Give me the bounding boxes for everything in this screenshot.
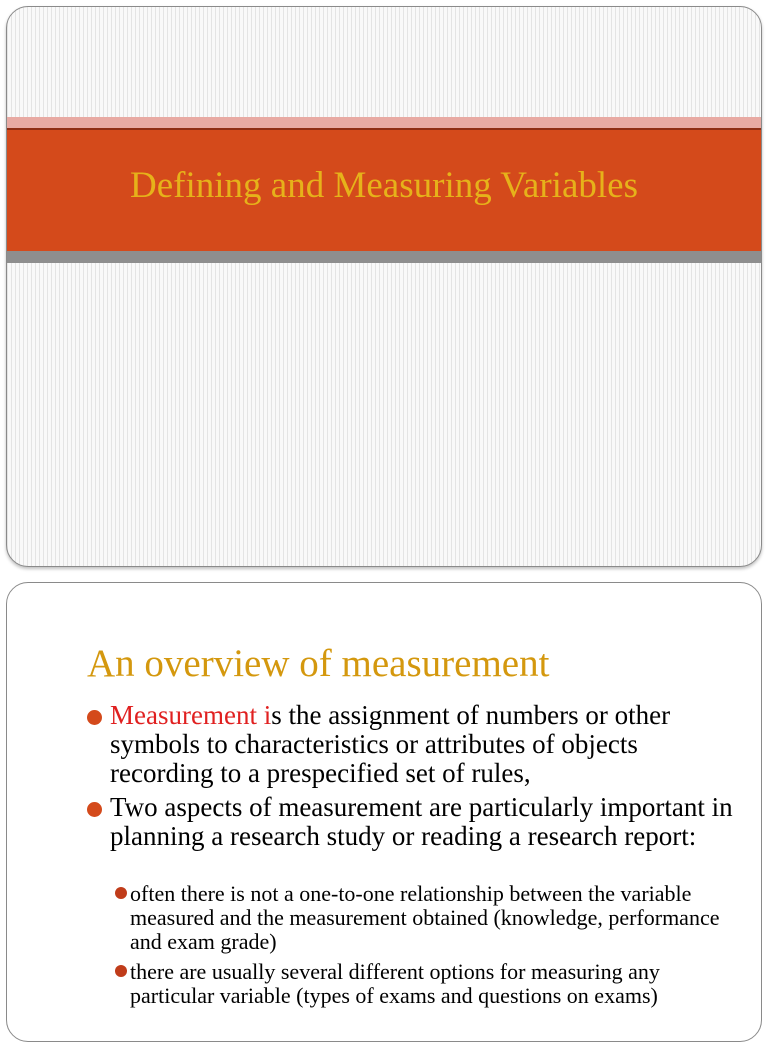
title-band-top-stripe bbox=[7, 117, 761, 128]
bullet-highlight: Measurement i bbox=[110, 700, 272, 730]
bullet-item bbox=[87, 701, 747, 788]
subbullet-item bbox=[115, 882, 740, 954]
bullet-text bbox=[87, 793, 747, 851]
subbullet-text: there are usually several different options for measuring any particular variable (types of exams and questions on exams) bbox=[130, 959, 660, 1008]
bullet-dot-icon bbox=[87, 710, 102, 725]
slide-heading: An overview of measurement bbox=[87, 642, 550, 685]
subbullet-dot-icon bbox=[115, 887, 127, 899]
subbullet-item bbox=[115, 960, 740, 1008]
title-slide bbox=[6, 6, 762, 567]
title-band-bottom-stripe bbox=[7, 251, 761, 263]
bullet-item bbox=[87, 793, 747, 851]
content-slide bbox=[6, 582, 762, 1042]
subbullet-dot-icon bbox=[115, 965, 127, 977]
bullet-text bbox=[87, 701, 747, 788]
bullet-body: Two aspects of measurement are particularly important in planning a research study or reading a research report bbox=[110, 792, 733, 851]
bullet-suffix: : bbox=[688, 821, 697, 851]
slide-title: Defining and Measuring Variables bbox=[130, 165, 638, 206]
bullet-body: s the assignment of numbers or other symbols to characteristics or attributes of objects recording to a prespecified set of rules, bbox=[110, 700, 671, 788]
subbullet-text: often there is not a one-to-one relationship between the variable measured and the measurement obtained (knowledge, performance and exam grade) bbox=[130, 881, 720, 954]
bullet-dot-icon bbox=[87, 802, 102, 817]
title-band bbox=[7, 130, 761, 251]
